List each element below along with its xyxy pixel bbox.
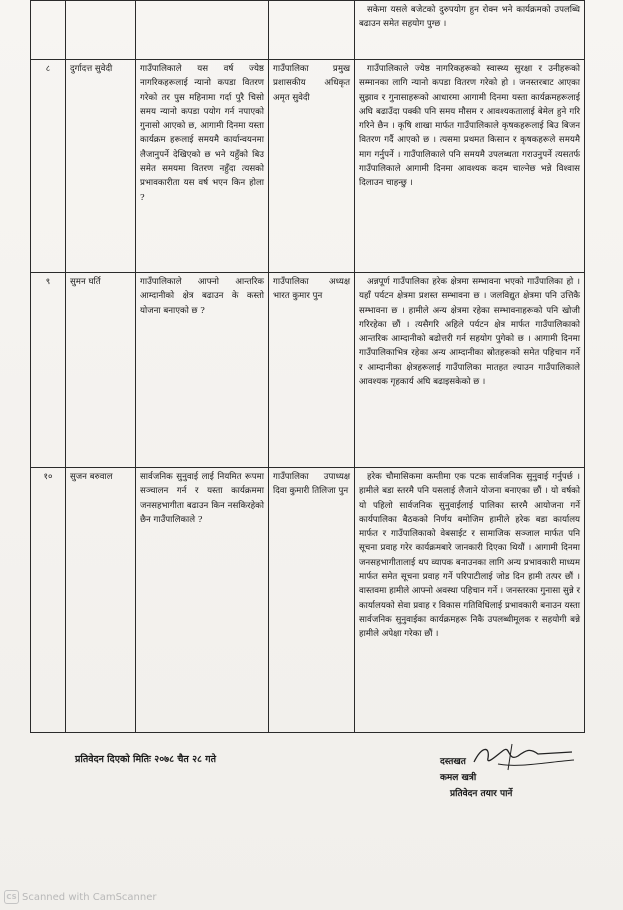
answer-cell: हरेक चौमासिकमा कम्तीमा एक पटक सार्वजनिक सुनुवाई गर्नुपर्छ । हामीले बडा स्तरमै पनि यसलाई लैजाने योजना बनाएका छौं । यो वर्षको यो पहिलो सार्वजनिक सुनुवाईलाई पालिका स्तरमै आयोजना गर्ने कार्यपालिका बैठकको निर्णय बमोजिम हामीले हरेक बडा कार्यालय मार्फत र गाउँपालिकाको वेबसाईट र सामाजिक सञ्जाल मार्फत पनि सूचना प्रवाह गरेर कार्यक्रमबारे जानकारी दिएका थियौं । आगामी दिनमा जनसहभागीतालाई थप व्यापक बनाउनका लागि अन्य प्रभावकारी माध्यम मार्फत समेत सूचना प्रवाह गर्ने परिपाटीलाई जोड दिन हामी तत्पर छौं । वास्तवमा हामीले आफ्नो अवस्था पहिचान गर्ने । जनस्तरका गुनासा सुन्ने र कार्यालयको सेवा प्रवाह र विकास गतिविधिलाई प्रभावकारी बनाउन यस्ता सार्वजनिक सुनुवाईका कार्यक्रमहरू निकै उपलब्धीमूलक र सहयोगी बन्ने हामीले अपेक्षा गरेका छौं । [355,468,585,733]
question-cell: गाउँपालिकाले यस वर्ष ज्येष्ठ नागरिकहरूलाई न्यानो कपडा वितरण गरेको तर पुस महिनामा गर्दा पुरै चिसो समय न्यानो कपडा पयोग गर्न नपाएको गुनासो आएको छ, आगामी दिनमा यस्ता कार्यक्रम हरूलाई समयमै कार्यान्वयनमा लैजानुपर्ने देखिएको छ भने यहुँको बिउ समेत समयमा वितरण नहुँदा त्यसको प्रभावकारीता यस वर्ष भएन किन होला ? [136,60,269,273]
sn-cell: १० [31,468,66,733]
name-cell [66,1,136,60]
sn-cell: ९ [31,273,66,468]
camscanner-logo-icon: CS [4,890,19,904]
handwritten-signature [468,740,578,780]
watermark-text: Scanned with CamScanner [22,891,157,903]
responder-cell: गाउँपालिका प्रमुख प्रशासकीय अधिकृत अमृत सुवेदी [269,60,355,273]
sn-cell: ८ [31,60,66,273]
scanner-watermark [4,890,157,904]
question-cell: गाउँपालिकाले आफ्नो आन्तरिक आम्दानीको क्षेत्र बढाउन के कस्तो योजना बनाएको छ ? [136,273,269,468]
report-table [30,0,585,733]
sn-cell [31,1,66,60]
table-row [31,273,585,468]
name-cell: सुजन बरुवाल [66,468,136,733]
name-cell: सुमन घर्ति [66,273,136,468]
answer-cell: सकेमा यसले बजेटको दुरुपयोग हुन रोक्न भने कार्यक्रमको उपलब्धि बढाउन समेत सहयोग पुग्छ । [355,1,585,60]
signer-name: कमल खत्री [440,773,477,783]
signer-role: प्रतिवेदन तयार पार्ने [450,789,513,799]
question-cell [136,1,269,60]
table-row [31,1,585,60]
answer-cell: गाउँपालिकाले ज्येष्ठ नागरिकहरूको स्वास्थ्य सुरक्षा र उनीहरूको सम्मानका लागि न्यानो कपडा वितरण गरेको हो । जनस्तरबाट आएका सुझाव र गुनासाहरूको आधारमा आगामी दिनमा यस्ता कार्यक्रमहरूलाई अघि बढाउँदा पक्की पनि समय मौसम र आवश्यकतालाई बेमेल हुने गरि गरिने छैन । कृषि शाखा मार्फत गाउँपालिकाले कृषकहरूलाई बिउ बिजन वितरण गर्दै आएको छ । त्यसमा प्रथमत किसान र कृषकहरूले समयमै माग गर्नुपर्ने । गाउँपालिकाले पनि समयमै उपलब्धता गराउनुपर्ने त्यसतर्फ गाउँपालिकाले आगामी दिनमा आवश्यक कदम चाल्नेछ भन्ने विश्वास दिलाउन चाहन्छु । [355,60,585,273]
responder-cell [269,1,355,60]
question-cell: सार्वजनिक सुनुवाई लाई नियमित रूपमा सञ्चालन गर्न र यस्ता कार्यक्रममा जनसहभागीता बढाउन किन नसकिरहेको छैन गाउँपालिकाले ? [136,468,269,733]
report-date: प्रतिवेदन दिएको मितिः २०७८ चैत २८ गते [75,754,217,765]
signature-label: दस्तखत [440,757,466,767]
table-row [31,468,585,733]
responder-cell: गाउँपालिका उपाध्यक्ष दिवा कुमारी तिलिजा पुन [269,468,355,733]
answer-cell: अन्नपूर्ण गाउँपालिका हरेक क्षेत्रमा सम्भावना भएको गाउँपालिका हो । यहाँ पर्यटन क्षेत्रमा प्रशस्त सम्भावना छ । जलविद्युत क्षेत्रमा पनि उत्तिकै सम्भावना छ । हामीले अन्य क्षेत्रमा रहेका सम्भावनाहरूको पनि खोजी गरिरहेका छौं । त्यसैगरि अहिले पर्यटन क्षेत्र मार्फत गाउँपालिकाको आन्तरिक आम्दानीको बढोत्तरी गर्न सहयोग पुगेको छ । आगामी दिनमा गाउँपालिकाभित्र रहेका अन्य आम्दानीका स्रोतहरूको समेत पहिचान गर्ने र आम्दानीका क्षेत्रहरूलाई गाउँपालिका मातहत ल्याउन गाउँपालिकाले आवश्यक गृहकार्य अघि बढाइसकेको छ । [355,273,585,468]
name-cell: दुर्गादत्त सुवेदी [66,60,136,273]
table-row [31,60,585,273]
responder-cell: गाउँपालिका अध्यक्ष भारत कुमार पुन [269,273,355,468]
